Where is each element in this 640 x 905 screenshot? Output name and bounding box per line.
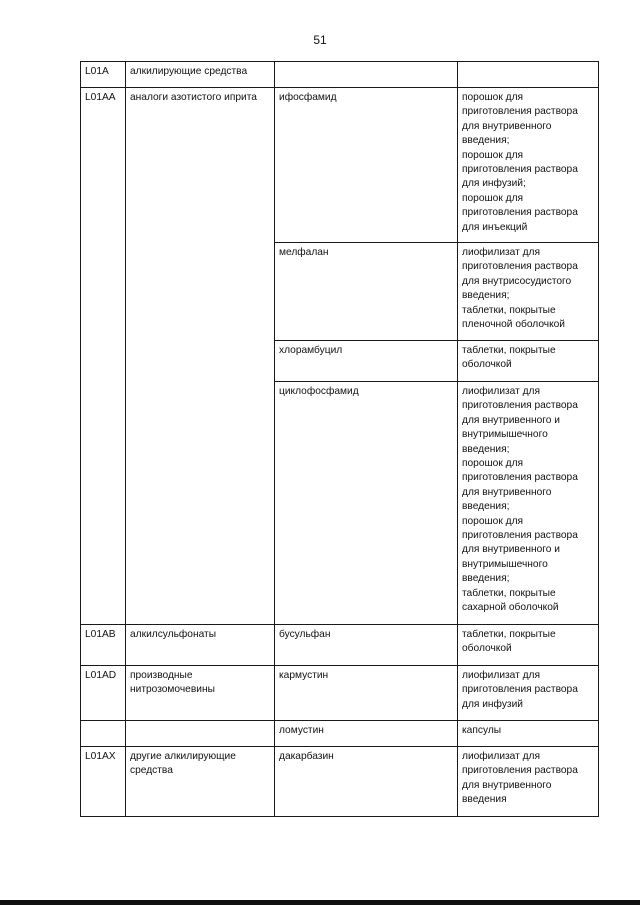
dosage-form-cell: лиофилизат для приготовления раствора для внутривенного и внутримышечного введения; порошок для приготовления раствора для внутривенного введения; порошок для приготовления раствора для внутривенного и внутримышечного введения; таблетки, покрытые сахарной оболочкой	[458, 382, 599, 625]
drug-name-cell: кармустин	[275, 666, 458, 721]
pharmacological-group-cell: алкилирующие средства	[126, 62, 275, 88]
table-row	[81, 747, 599, 817]
drug-classification-table	[80, 61, 599, 817]
page-number: 51	[313, 33, 327, 47]
dosage-form-cell: таблетки, покрытые оболочкой	[458, 341, 599, 382]
drug-name-cell: бусульфан	[275, 625, 458, 666]
atc-code-cell: L01AX	[81, 747, 126, 817]
table-row	[81, 62, 599, 88]
pharmacological-group-cell: алкилсульфонаты	[126, 625, 275, 666]
pharmacological-group-cell	[126, 721, 275, 747]
drug-name-cell	[275, 62, 458, 88]
table-row	[81, 625, 599, 666]
atc-code-cell: L01AB	[81, 625, 126, 666]
dosage-form-cell: порошок для приготовления раствора для внутривенного введения; порошок для приготовления раствора для инфузий; порошок для приготовления раствора для инъекций	[458, 88, 599, 243]
drug-name-cell: дакарбазин	[275, 747, 458, 817]
pharmacological-group-cell: другие алкилирующие средства	[126, 747, 275, 817]
dosage-form-cell: лиофилизат для приготовления раствора для внутривенного введения	[458, 747, 599, 817]
table-row	[81, 721, 599, 747]
drug-name-cell: ифосфамид	[275, 88, 458, 243]
drug-name-cell: хлорамбуцил	[275, 341, 458, 382]
scan-edge-bar	[0, 900, 640, 905]
dosage-form-cell: лиофилизат для приготовления раствора для инфузий	[458, 666, 599, 721]
dosage-form-cell	[458, 62, 599, 88]
drug-name-cell: ломустин	[275, 721, 458, 747]
table-row	[81, 88, 599, 243]
atc-code-cell	[81, 721, 126, 747]
table-row	[81, 666, 599, 721]
dosage-form-cell: лиофилизат для приготовления раствора для внутрисосудистого введения; таблетки, покрытые пленочной оболочкой	[458, 243, 599, 341]
pharmacological-group-cell: производные нитрозомочевины	[126, 666, 275, 721]
drug-name-cell: циклофосфамид	[275, 382, 458, 625]
atc-code-cell: L01AA	[81, 88, 126, 625]
drug-name-cell: мелфалан	[275, 243, 458, 341]
dosage-form-cell: таблетки, покрытые оболочкой	[458, 625, 599, 666]
pharmacological-group-cell: аналоги азотистого иприта	[126, 88, 275, 625]
dosage-form-cell: капсулы	[458, 721, 599, 747]
atc-code-cell: L01AD	[81, 666, 126, 721]
atc-code-cell: L01A	[81, 62, 126, 88]
